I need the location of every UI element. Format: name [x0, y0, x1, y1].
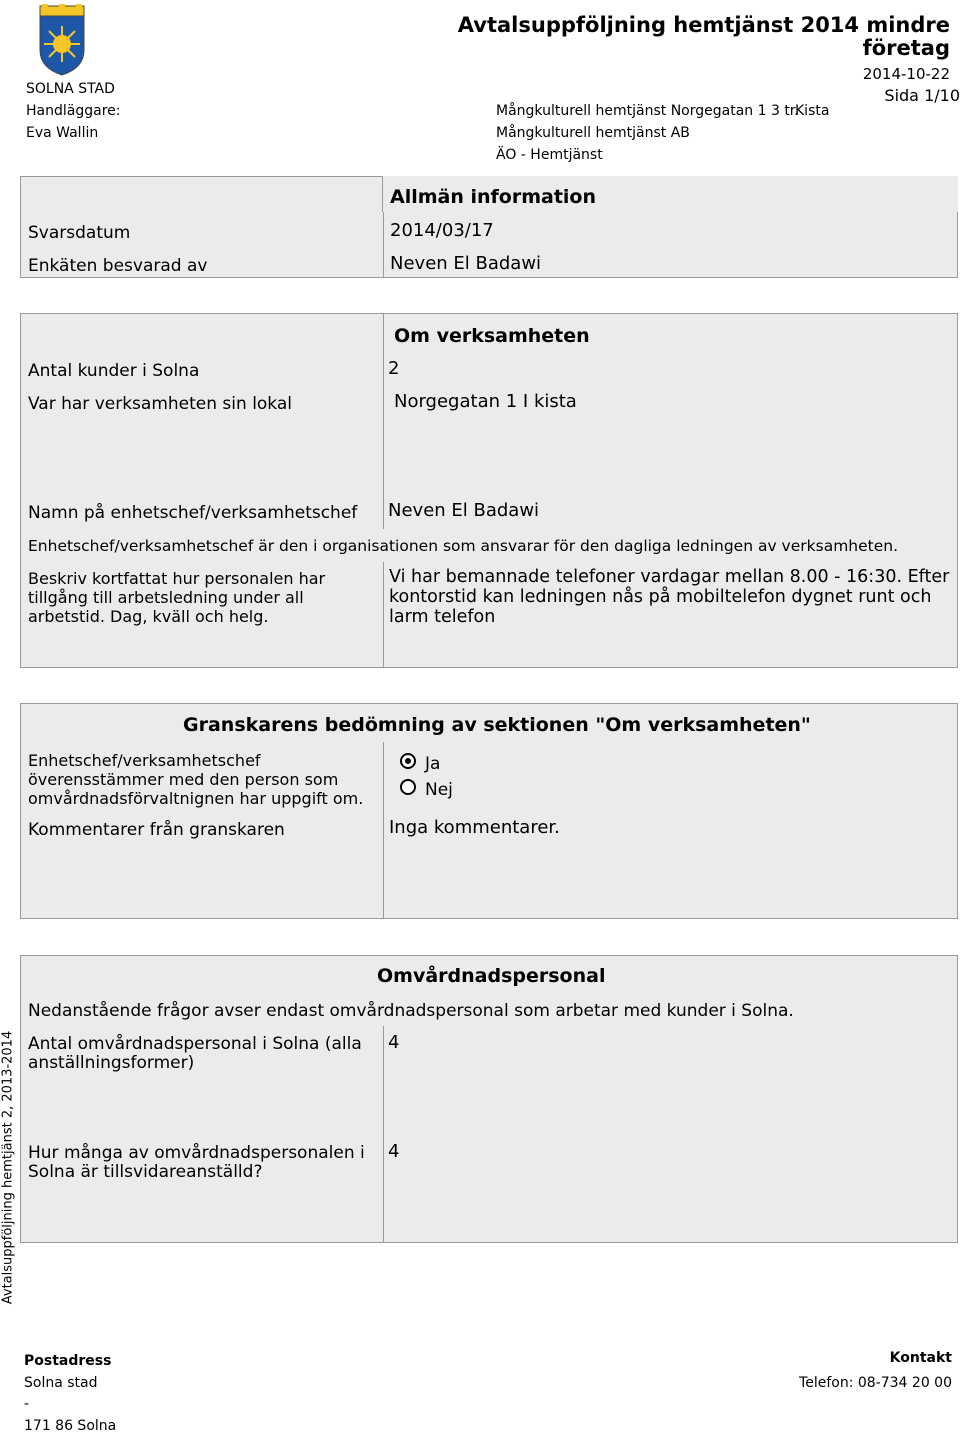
match-label: Enhetschef/verksamhetschef överensstämmer med den person som omvårdnadsförvaltnignen har uppgift om. — [28, 751, 364, 808]
contact-phone: Telefon: 08-734 20 00 — [799, 1375, 952, 1391]
staff-section — [20, 955, 958, 1243]
staff-heading: Omvårdnadspersonal — [377, 965, 606, 987]
customers-label: Antal kunder i Solna — [28, 361, 200, 381]
radio-no[interactable] — [400, 779, 416, 795]
city-logo — [36, 4, 88, 76]
staff-count-value: 4 — [388, 1032, 400, 1053]
contact-heading: Kontakt — [889, 1350, 952, 1366]
postal-line1: Solna stad — [24, 1375, 98, 1391]
handler-name: Eva Wallin — [26, 125, 99, 141]
answered-by-label: Enkäten besvarad av — [28, 256, 208, 276]
comments-label: Kommentarer från granskaren — [28, 820, 285, 840]
company-address: Mångkulturell hemtjänst Norgegatan 1 3 tr. — [496, 103, 799, 119]
handler-label: Handläggare: — [26, 103, 121, 119]
reply-date-value: 2014/03/17 — [390, 220, 494, 241]
premises-label: Var har verksamheten sin lokal — [28, 394, 292, 414]
postal-line3: 171 86 Solna — [24, 1418, 117, 1434]
radio-yes[interactable] — [400, 753, 416, 769]
staff-note: Nedanstående frågor avser endast omvårdnadspersonal som arbetar med kunder i Solna. — [28, 1001, 794, 1021]
option-no-label: Nej — [425, 780, 453, 800]
document-title-line2: företag — [862, 36, 950, 60]
customers-value: 2 — [388, 358, 400, 379]
manager-note: Enhetschef/verksamhetschef är den i organisationen som ansvarar för den dagliga ledningen av verksamheten. — [28, 537, 899, 555]
sidebar-document-label: Avtalsuppföljning hemtjänst 2, 2013-2014 — [0, 1030, 16, 1305]
document-title-line1: Avtalsuppföljning hemtjänst 2014 mindre — [457, 13, 950, 37]
staff-permanent-value: 4 — [388, 1141, 400, 1162]
manager-value: Neven El Badawi — [388, 500, 540, 521]
staff-count-label: Antal omvårdnadspersonal i Solna (alla anställningsformer) — [28, 1034, 362, 1073]
org-name: SOLNA STAD — [26, 81, 115, 97]
comments-value: Inga kommentarer. — [389, 817, 560, 838]
reply-date-label: Svarsdatum — [28, 223, 131, 243]
access-label: Beskriv kortfattat hur personalen har tillgång till arbetsledning under all arbetstid. Dag, kväll och helg. — [28, 569, 326, 626]
answered-by-value: Neven El Badawi — [390, 253, 542, 274]
postal-line2: - — [24, 1396, 30, 1412]
assessment-heading: Granskarens bedömning av sektionen "Om verksamheten" — [183, 714, 811, 736]
business-heading: Om verksamheten — [394, 325, 590, 347]
staff-permanent-label: Hur många av omvårdnadspersonalen i Solna är tillsvidareanställd? — [28, 1143, 365, 1182]
option-yes-label: Ja — [425, 754, 441, 774]
premises-value: Norgegatan 1 I kista — [394, 391, 577, 412]
postal-heading: Postadress — [24, 1353, 112, 1369]
company-city: Kista — [795, 103, 830, 119]
document-date: 2014-10-22 — [862, 65, 950, 83]
manager-label: Namn på enhetschef/verksamhetschef — [28, 503, 358, 523]
company-name: Mångkulturell hemtjänst AB — [496, 125, 690, 141]
general-info-heading: Allmän information — [390, 186, 597, 208]
access-value: Vi har bemannade telefoner vardagar mellan 8.00 - 16:30. Efter kontorstid kan ledningen nås på mobiltelefon dygnet runt och larm telefon — [389, 567, 950, 627]
company-department: ÄO - Hemtjänst — [496, 147, 603, 163]
page-number: Sida 1/10 — [884, 86, 960, 105]
